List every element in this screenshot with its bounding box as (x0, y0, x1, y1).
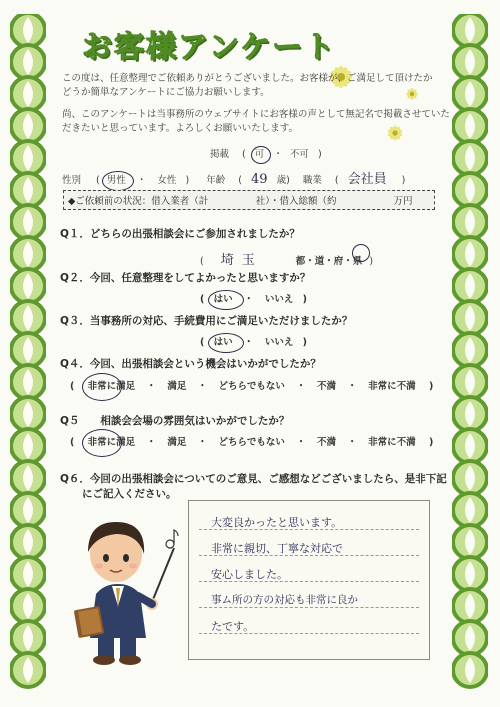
gender-sep: ・ (136, 175, 147, 186)
job-value[interactable]: 会社員 (347, 172, 387, 187)
q2-question: Q２．今回、任意整理をしてよかったと思いますか？ (60, 272, 311, 284)
q2-open: ( (200, 294, 205, 305)
q2-option-yes[interactable]: はい (214, 294, 236, 305)
q4-close: ) (429, 381, 434, 392)
intro-line-1: この度は、任意整理でご依頼ありがとうございました。お客様が、ご満足して頂けたか (62, 73, 433, 84)
comment-line-4: 事ム所の方の対応も非常に良か (211, 594, 358, 606)
publish-sep: ・ (273, 149, 283, 160)
age-value[interactable]: 49 (250, 172, 268, 187)
comment-box[interactable] (188, 500, 430, 660)
q2-options (200, 291, 307, 305)
gender-option-male[interactable]: 男性 (107, 175, 129, 186)
q4-open: ( (70, 381, 75, 392)
q3-option-no[interactable]: いいえ (264, 337, 294, 348)
age-unit: 歳) (276, 175, 290, 186)
publish-option-yes[interactable]: 可 (255, 149, 268, 160)
gender-label: 性別 (62, 175, 82, 186)
job-open: ( (334, 175, 339, 186)
q3-sep: ・ (243, 337, 254, 348)
comment-line-2: 非常に親切、丁寧な対応で (211, 542, 343, 555)
selection-circle (82, 429, 122, 457)
q6-question-line-2: にご記入ください。 (82, 488, 177, 500)
q5-question: Q５ 相談会会場の雰囲気はいかがでしたか？ (60, 415, 290, 427)
q3-open: ( (200, 337, 205, 348)
job-close: ) (401, 175, 406, 186)
right-leaf-border (452, 14, 488, 692)
comment-rule (199, 607, 419, 608)
q3-close: ) (302, 337, 307, 348)
publish-label: 掲載 (210, 149, 230, 160)
selection-circle (208, 333, 244, 353)
selection-circle (208, 290, 244, 310)
q4-options (70, 378, 433, 392)
selection-circle (102, 171, 134, 191)
gender-option-female[interactable]: 女性 (157, 175, 177, 186)
music-note-icon (166, 530, 178, 548)
q1-close: ) (369, 256, 374, 267)
q5-close: ) (429, 437, 434, 448)
q5-option-2[interactable]: 満足 (167, 437, 187, 448)
job-label: 職業 (302, 175, 322, 186)
selection-circle (352, 244, 370, 262)
comment-line-1: 大変良かったと思います。 (211, 516, 343, 529)
q2-close: ) (302, 294, 307, 305)
q1-open: ( (200, 256, 204, 267)
publish-option-no[interactable]: 不可 (289, 149, 309, 160)
gender-open: ( (96, 175, 100, 186)
age-open: ( (238, 175, 242, 186)
q3-options (200, 334, 307, 348)
prior-status-box (63, 190, 435, 210)
q1-answer-row (200, 249, 373, 268)
intro-line-2: どうか簡単なアンケートにご協力お願いします。 (62, 87, 270, 98)
q4-option-4[interactable]: 不満 (317, 381, 337, 392)
q3-question: Q３．当事務所の対応、手続費用にご満足いただけましたか？ (60, 315, 353, 327)
q4-option-5[interactable]: 非常に不満 (368, 381, 416, 392)
q2-sep: ・ (243, 294, 254, 305)
q5-option-1[interactable]: 非常に満足 (88, 437, 139, 448)
age-label: 年齢 (206, 175, 226, 186)
q1-question: Q１．どちらの出張相談会にご参加されましたか？ (60, 228, 300, 240)
q4-sep: ・ (197, 381, 208, 392)
q4-question: Q４．今回、出張相談会という機会はいかがでしたか？ (60, 358, 321, 370)
page-title: お客様アンケート (82, 30, 337, 65)
q5-options (70, 434, 433, 448)
q5-option-3[interactable]: どちらでもない (218, 437, 285, 448)
q5-sep: ・ (347, 437, 357, 448)
q4-option-2[interactable]: 満足 (167, 381, 187, 392)
q1-suffix: 都・道・府・県 (295, 256, 363, 267)
selection-circle (82, 373, 122, 401)
intro-line-4: だきたいと思っています。よろしくお願いいたします。 (62, 123, 298, 134)
comment-line-5: たです。 (211, 620, 255, 633)
q5-sep: ・ (197, 437, 208, 448)
q6-question-line-1: Q６．今回の出張相談会についてのご意見、ご感想などございましたら、是非下記 (60, 473, 447, 485)
q5-option-5[interactable]: 非常に不満 (368, 437, 416, 448)
comment-line-3: 安心しました。 (211, 568, 288, 581)
q4-option-1[interactable]: 非常に満足 (88, 381, 139, 392)
left-leaf-border (10, 14, 46, 692)
gender-close: ) (185, 175, 190, 186)
q4-sep: ・ (347, 381, 357, 392)
q1-answer[interactable]: 埼玉 (220, 253, 263, 268)
q5-option-4[interactable]: 不満 (317, 437, 337, 448)
teacher-illustration (66, 510, 182, 668)
q5-open: ( (70, 437, 75, 448)
publish-close: ) (317, 149, 322, 160)
profile-row (62, 168, 405, 187)
q2-option-no[interactable]: いいえ (264, 294, 294, 305)
q5-sep: ・ (296, 437, 306, 448)
prior-status-text: ◆ご依頼前の状況：借入業者（計 社）・借入総額（約 万円 (68, 196, 413, 207)
intro-line-3: 尚、このアンケートは当事務所のウェブサイトにお客様の声として無記名で掲載させていた (62, 109, 450, 120)
publish-open: ( (242, 149, 246, 160)
publish-row (210, 146, 322, 160)
q4-option-3[interactable]: どちらでもない (218, 381, 285, 392)
q4-sep: ・ (146, 381, 156, 392)
selection-circle (251, 146, 271, 164)
q4-sep: ・ (296, 381, 306, 392)
q3-option-yes[interactable]: はい (214, 337, 236, 348)
q5-sep: ・ (146, 437, 156, 448)
